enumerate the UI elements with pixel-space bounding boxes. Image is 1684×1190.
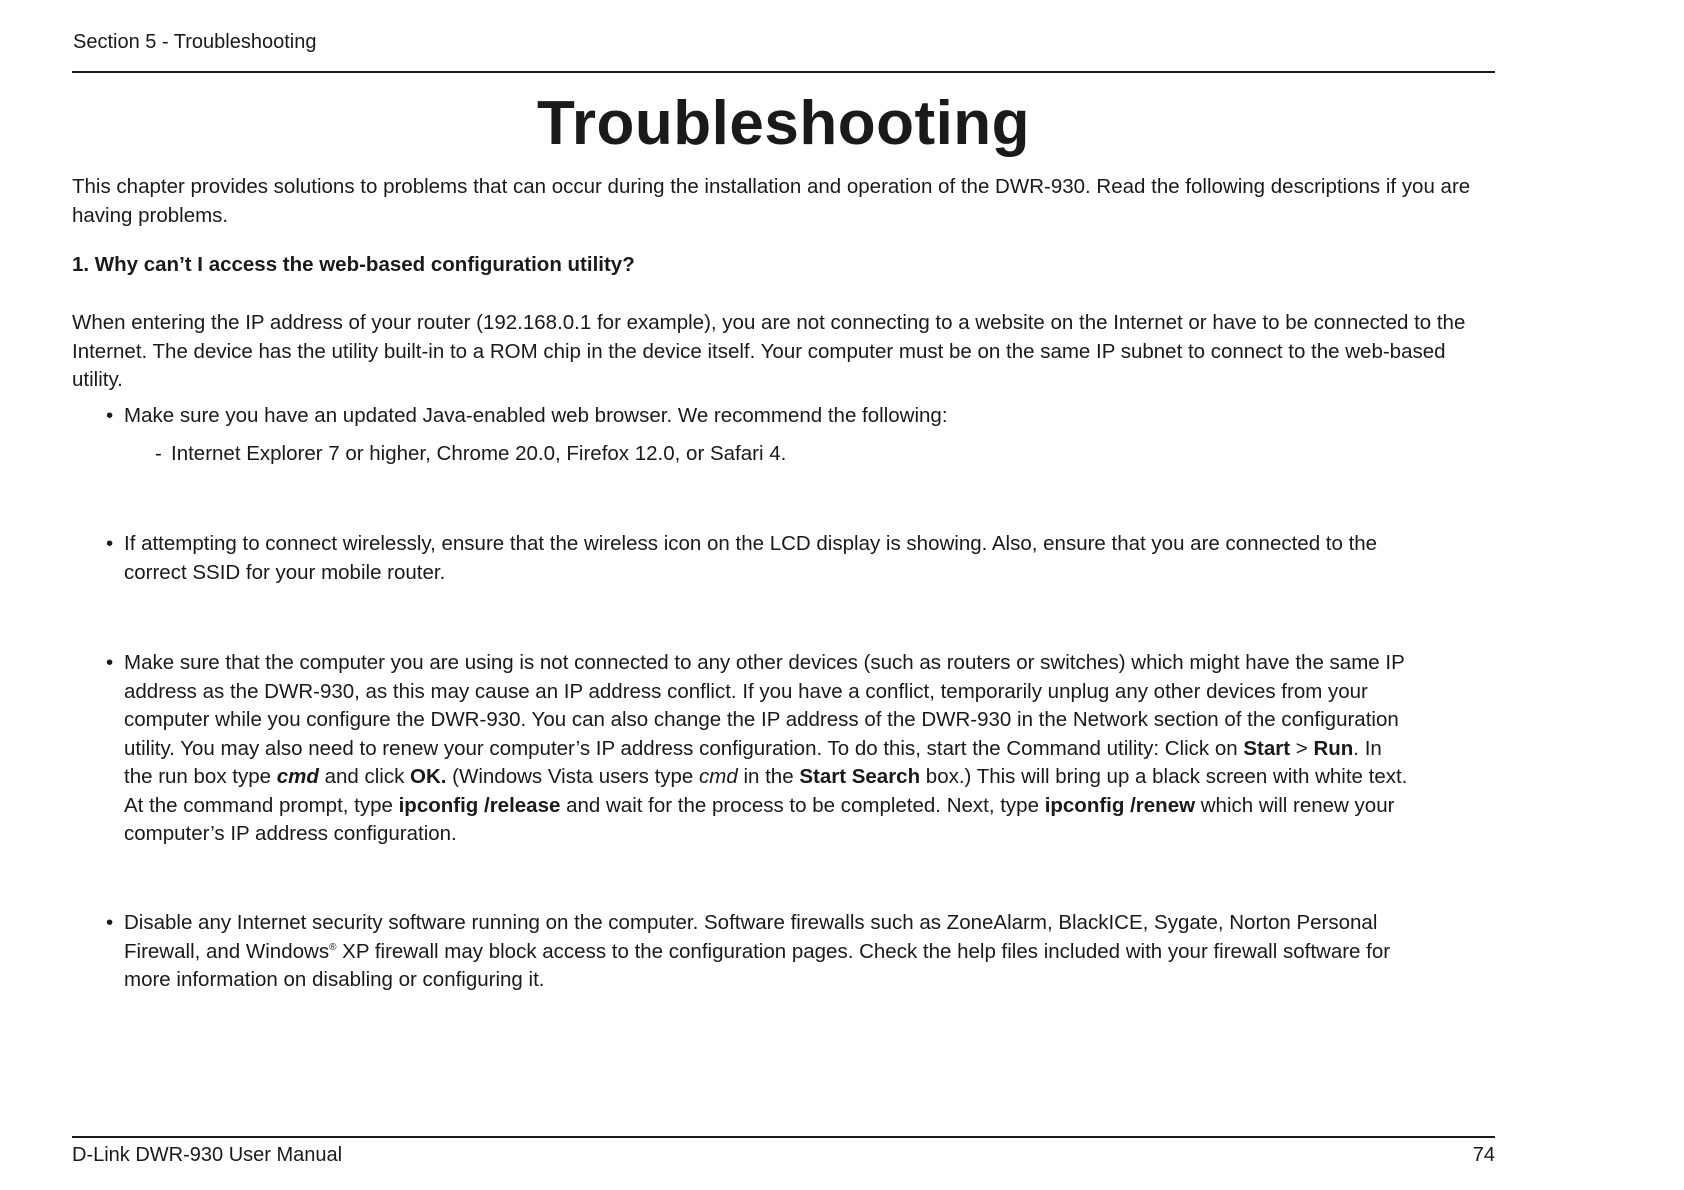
ok-label: OK. bbox=[410, 765, 447, 788]
bullet-marker: • bbox=[106, 404, 114, 427]
bullet-firewall-text: Disable any Internet security software running on the computer. Software firewalls such as ZoneAlarm, BlackICE, Sygate, Norton Personal Firewall, and Windows® XP firewall may block access to the configuration pages. Check the help files included with your firewall software for more information on disabling or configuring it. bbox=[124, 911, 1391, 991]
registered-mark: ® bbox=[329, 941, 337, 953]
bullet-wireless bbox=[106, 530, 1410, 587]
dash-marker: - bbox=[155, 442, 162, 465]
start-search-label: Start Search bbox=[799, 765, 921, 788]
ipconfig-release-command: ipconfig /release bbox=[398, 793, 561, 817]
page-title: Troubleshooting bbox=[536, 89, 1031, 158]
bullet-ip-conflict bbox=[106, 649, 1410, 849]
header-divider bbox=[72, 71, 1495, 73]
bullet-marker: • bbox=[106, 911, 114, 934]
run-command-label: Run bbox=[1313, 736, 1354, 760]
manual-title: D-Link DWR-930 User Manual bbox=[72, 1144, 343, 1166]
bullet-marker: • bbox=[106, 532, 114, 555]
answer-paragraph: When entering the IP address of your router (192.168.0.1 for example), you are not connecting to a website on the Internet or have to be connected to the Internet. The device has the utility built-in to a ROM chip in the device itself. Your computer must be on the same IP subnet to connect to the web-based utility. bbox=[72, 311, 1466, 391]
start-menu-label: Start bbox=[1243, 736, 1291, 760]
page-number: 74 bbox=[1472, 1144, 1495, 1166]
bullet-firewall bbox=[106, 909, 1410, 995]
bullet-browser bbox=[106, 402, 1410, 431]
intro-paragraph: This chapter provides solutions to problems that can occur during the installation and operation of the DWR-930. Read the following descriptions if you are having problems. bbox=[72, 175, 1471, 227]
cmd-command-vista: cmd bbox=[699, 765, 738, 788]
section-header: Section 5 - Troubleshooting bbox=[73, 31, 317, 53]
bullet-ip-conflict-text: Make sure that the computer you are using is not connected to any other devices (such as routers or switches) which might have the same IP address as the DWR-930, as this may cause an IP address conflict. If you have a conflict, temporarily unplug any other devices from your computer while you configure the DWR-930. You can also change the IP address of the DWR-930 in the Network section of the configuration utility. You may also need to renew your computer’s IP address configuration. To do this, start the Command utility: Click on Start > Run. In the run box type cmd and click OK. (Windows Vista users type cmd in the Start Search box.) This will bring up a black screen with white text. At the command prompt, type ipconfig /release and wait for the process to be completed. Next, type ipconfig /renew which will renew your computer’s IP address configuration. bbox=[124, 651, 1408, 845]
ipconfig-renew-command: ipconfig /renew bbox=[1044, 793, 1196, 817]
bullet-browser-text: Make sure you have an updated Java-enabled web browser. We recommend the following: bbox=[124, 404, 948, 427]
cmd-command: cmd bbox=[276, 765, 319, 788]
browser-list-item bbox=[155, 440, 786, 469]
bullet-wireless-text: If attempting to connect wirelessly, ensure that the wireless icon on the LCD display is showing. Also, ensure that you are connected to the correct SSID for your mobile router. bbox=[124, 532, 1378, 584]
footer-divider bbox=[72, 1136, 1495, 1138]
browser-list-text: Internet Explorer 7 or higher, Chrome 20.0, Firefox 12.0, or Safari 4. bbox=[171, 442, 787, 465]
bullet-marker: • bbox=[106, 651, 114, 674]
question-heading: 1. Why can’t I access the web-based configuration utility? bbox=[72, 253, 635, 276]
